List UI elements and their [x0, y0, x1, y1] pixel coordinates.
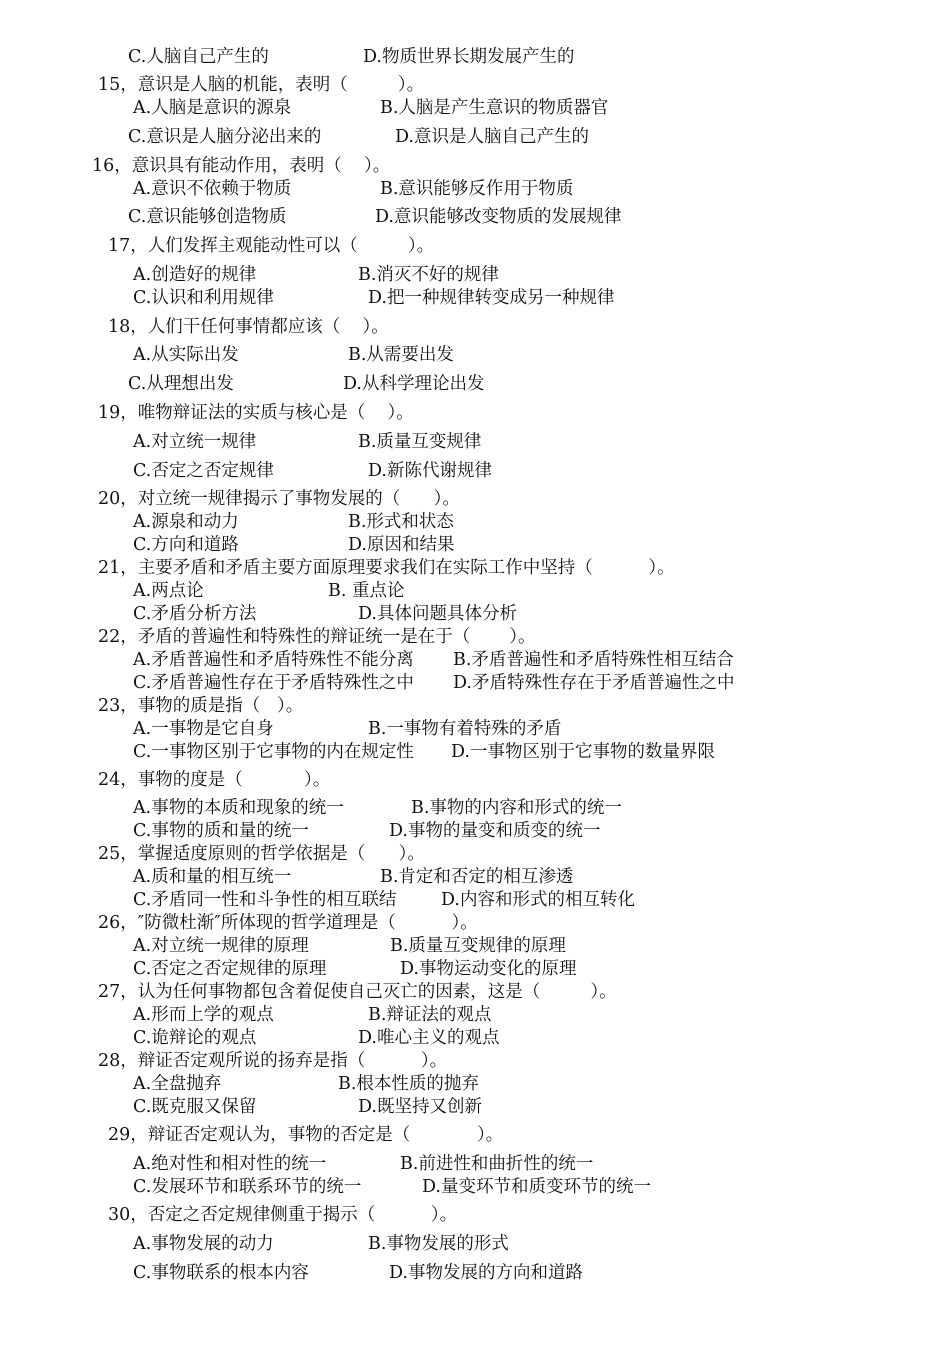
question-19-option-c: C.否定之否定规律	[133, 461, 274, 481]
question-23-option-c: C.一事物区别于它事物的内在规定性	[133, 742, 414, 762]
question-22-option-d: D.矛盾特殊性存在于矛盾普遍性之中	[453, 673, 735, 693]
question-16-option-d: D.意识能够改变物质的发展规律	[375, 207, 622, 227]
question-20-option-c: C.方向和道路	[133, 535, 239, 555]
question-15-option-c: C.意识是人脑分泌出来的	[128, 127, 322, 147]
question-21-option-d: D.具体问题具体分析	[358, 604, 517, 624]
question-21-stem: 21，主要矛盾和矛盾主要方面原理要求我们在实际工作中坚持（ ）。	[98, 558, 675, 578]
question-26-option-c: C.否定之否定规律的原理	[133, 959, 327, 979]
continuation-option-c: C.人脑自己产生的	[128, 47, 269, 67]
question-20-option-a: A.源泉和动力	[133, 512, 239, 532]
question-25-option-a: A.质和量的相互统一	[133, 867, 292, 887]
question-25-option-d: D.内容和形式的相互转化	[441, 890, 635, 910]
question-21-option-b: B. 重点论	[328, 581, 405, 601]
question-30-option-b: B.事物发展的形式	[368, 1234, 509, 1254]
question-30-stem: 30，否定之否定规律侧重于揭示（ ）。	[108, 1205, 458, 1225]
question-28-option-b: B.根本性质的抛弃	[338, 1074, 479, 1094]
question-23-option-d: D.一事物区别于它事物的数量界限	[451, 742, 715, 762]
question-21-option-a: A.两点论	[133, 581, 204, 601]
question-15-option-b: B.人脑是产生意识的物质器官	[380, 98, 609, 118]
question-23-option-a: A.一事物是它自身	[133, 719, 274, 739]
continuation-option-d: D.物质世界长期发展产生的	[363, 47, 575, 67]
question-29-option-d: D.量变环节和质变环节的统一	[422, 1177, 651, 1197]
question-18-option-d: D.从科学理论出发	[343, 374, 485, 394]
question-17-stem: 17，人们发挥主观能动性可以（ ）。	[108, 236, 435, 256]
question-27-stem: 27，认为任何事物都包含着促使自己灭亡的因素，这是（ ）。	[98, 982, 617, 1002]
question-16-option-a: A.意识不依赖于物质	[133, 179, 292, 199]
question-19-stem: 19，唯物辩证法的实质与核心是（ ）。	[98, 403, 414, 423]
question-16-option-b: B.意识能够反作用于物质	[380, 179, 574, 199]
question-28-option-a: A.全盘抛弃	[133, 1074, 222, 1094]
question-22-stem: 22，矛盾的普遍性和特殊性的辩证统一是在于（ ）。	[98, 627, 536, 647]
question-20-option-b: B.形式和状态	[348, 512, 454, 532]
question-17-option-d: D.把一种规律转变成另一种规律	[368, 288, 615, 308]
question-19-option-a: A.对立统一规律	[133, 432, 257, 452]
question-18-option-a: A.从实际出发	[133, 345, 239, 365]
question-27-option-a: A.形而上学的观点	[133, 1005, 274, 1025]
question-15-stem: 15，意识是人脑的机能，表明（ ）。	[98, 75, 425, 95]
question-28-stem: 28，辩证否定观所说的扬弃是指（ ）。	[98, 1051, 448, 1071]
question-17-option-c: C.认识和利用规律	[133, 288, 274, 308]
question-26-option-b: B.质量互变规律的原理	[390, 936, 566, 956]
question-26-option-a: A.对立统一规律的原理	[133, 936, 309, 956]
question-30-option-d: D.事物发展的方向和道路	[389, 1263, 583, 1283]
question-24-stem: 24，事物的度是（ ）。	[98, 770, 331, 790]
question-28-option-c: C.既克服又保留	[133, 1097, 257, 1117]
question-25-stem: 25，掌握适度原则的哲学依据是（ ）。	[98, 844, 425, 864]
question-15-option-a: A.人脑是意识的源泉	[133, 98, 292, 118]
question-20-option-d: D.原因和结果	[348, 535, 455, 555]
question-28-option-d: D.既坚持又创新	[358, 1097, 482, 1117]
question-18-option-b: B.从需要出发	[348, 345, 454, 365]
question-19-option-d: D.新陈代谢规律	[368, 461, 492, 481]
question-30-option-c: C.事物联系的根本内容	[133, 1263, 309, 1283]
question-22-option-c: C.矛盾普遍性存在于矛盾特殊性之中	[133, 673, 414, 693]
question-24-option-c: C.事物的质和量的统一	[133, 821, 309, 841]
question-18-stem: 18，人们干任何事情都应该（ ）。	[108, 317, 389, 337]
question-16-option-c: C.意识能够创造物质	[128, 207, 287, 227]
question-29-option-a: A.绝对性和相对性的统一	[133, 1154, 327, 1174]
question-24-option-d: D.事物的量变和质变的统一	[389, 821, 601, 841]
question-18-option-c: C.从理想出发	[128, 374, 234, 394]
question-17-option-b: B.消灭不好的规律	[358, 265, 499, 285]
question-22-option-a: A.矛盾普遍性和矛盾特殊性不能分离	[133, 650, 414, 670]
question-25-option-c: C.矛盾同一性和斗争性的相互联结	[133, 890, 397, 910]
question-21-option-c: C.矛盾分析方法	[133, 604, 257, 624]
question-22-option-b: B.矛盾普遍性和矛盾特殊性相互结合	[453, 650, 734, 670]
question-27-option-c: C.诡辩论的观点	[133, 1028, 257, 1048]
question-16-stem: 16，意识具有能动作用，表明（ ）。	[92, 156, 391, 176]
question-29-stem: 29，辩证否定观认为，事物的否定是（ ）。	[108, 1125, 504, 1145]
question-27-option-b: B.辩证法的观点	[368, 1005, 492, 1025]
question-24-option-b: B.事物的内容和形式的统一	[411, 798, 622, 818]
question-23-option-b: B.一事物有着特殊的矛盾	[368, 719, 562, 739]
question-29-option-b: B.前进性和曲折性的统一	[400, 1154, 594, 1174]
question-19-option-b: B.质量互变规律	[358, 432, 482, 452]
question-24-option-a: A.事物的本质和现象的统一	[133, 798, 344, 818]
question-27-option-d: D.唯心主义的观点	[358, 1028, 500, 1048]
question-29-option-c: C.发展环节和联系环节的统一	[133, 1177, 362, 1197]
question-26-stem: 26，″防微杜渐″所体现的哲学道理是（ ）。	[98, 913, 478, 933]
question-30-option-a: A.事物发展的动力	[133, 1234, 274, 1254]
question-15-option-d: D.意识是人脑自己产生的	[395, 127, 589, 147]
question-20-stem: 20，对立统一规律揭示了事物发展的（ ）。	[98, 489, 460, 509]
question-23-stem: 23，事物的质是指（ ）。	[98, 696, 304, 716]
question-17-option-a: A.创造好的规律	[133, 265, 257, 285]
question-25-option-b: B.肯定和否定的相互渗透	[380, 867, 574, 887]
question-26-option-d: D.事物运动变化的原理	[400, 959, 577, 979]
